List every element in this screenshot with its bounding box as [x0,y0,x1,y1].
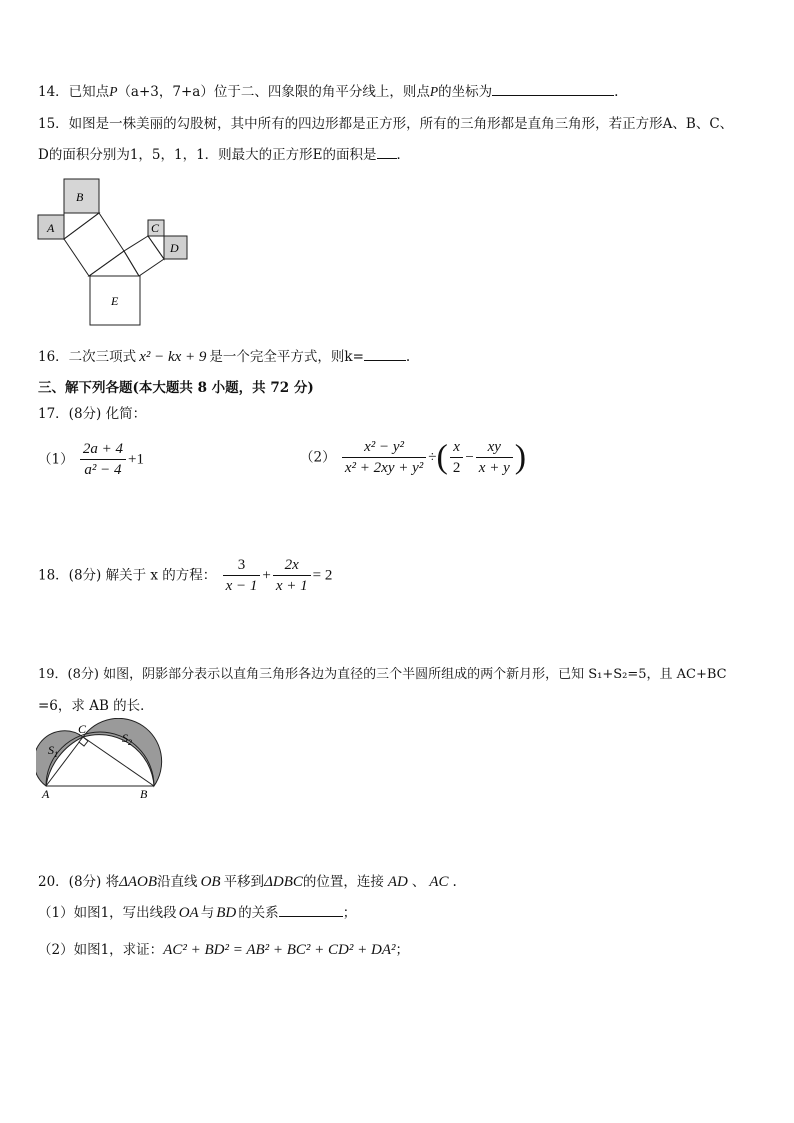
question-20-head: 20．(8分) 将ΔAOB沿直线 OB 平移到ΔDBC的位置，连接 AD 、 AC . [38,874,457,890]
lune-s2 [83,718,162,786]
question-20-part-1: （1）如图1，写出线段 OA 与 BD 的关系 ； [38,905,357,921]
question-18: 18．(8分) 解关于 x 的方程： $\frac{3}{x - 1}$ + $\frac{2x}{x + 1}$ = 2 [38,557,333,594]
question-14: 14．已知点P（a+3，7+a）位于二、四象限的角平分线上，则点P的坐标为 . [38,84,619,100]
question-19-line-1: 19．(8分) 如图，阴影部分表示以直角三角形各边为直径的三个半圆所组成的两个新月形，已知 S₁+S₂=5，且 AC+BC [38,667,727,682]
label-b: B [76,190,84,204]
proof-equation: AC² + BD² = AB² + BC² + CD² + DA² [163,942,396,958]
label-e: E [111,294,119,308]
lune-s1 [36,731,83,786]
pythagorean-tree-figure [36,177,192,329]
right-paren: ) [514,438,527,476]
label-d: D [170,241,179,255]
label-a: A [47,221,55,235]
square-right-mid [124,236,164,276]
square-left-mid [64,213,124,276]
question-17-part-1: （1） $\frac{2a + 4}{\text{a² − 4}}$ +1 [38,441,144,478]
answer-blank-16[interactable] [364,348,406,361]
question-20-part-2: （2）如图1，求证：AC² + BD² = AB² + BC² + CD² + DA²； [38,942,409,958]
label-s1: $S_1$ [48,743,58,759]
question-16: 16．二次三项式 x² − kx + 9 是一个完全平方式，则k= . [38,349,411,365]
left-paren: ( [436,438,448,476]
question-15-line-2: D的面积分别为1，5，1，1．则最大的正方形E的面积是 ． [38,147,411,163]
answer-blank-20-1[interactable] [279,904,343,917]
quadratic-expression: x² − kx + 9 [139,349,207,365]
question-19-line-2: =6，求 AB 的长． [38,698,154,714]
label-s2: $S_2$ [122,731,132,747]
answer-blank-14[interactable] [492,83,614,96]
fraction-17-1: $\frac{2a + 4}{\text{a² − 4}}$ [80,440,126,479]
question-15-line-1: 15．如图是一株美丽的勾股树，其中所有的四边形都是正方形，所有的三角形都是直角三角形，若正方形A、B、C、 [38,116,734,132]
label-c: C [78,722,87,736]
fraction-18-a: $\frac{3}{x - 1}$ [223,556,261,595]
label-a: A [42,787,50,801]
fraction-18-b: $\frac{2x}{x + 1}$ [273,556,311,595]
fraction-17-2-main: $\frac{\text{x² − y²}}{\text{x² + 2xy + y²}}$ [342,438,426,477]
label-b: B [140,787,148,801]
question-17-head: 17．(8分) 化简： [38,406,147,422]
answer-blank-15[interactable] [377,146,397,159]
fraction-17-2-a: $\frac{x}{2}$ [450,438,464,477]
question-17-part-2: （2） $\frac{\text{x² − y²}}{\text{x² + 2xy + y²}}$ ÷( $\frac{x}{2}$ − $\frac{xy}{x + y}$ ) [300,438,527,476]
section-3-heading: 三、解下列各题(本大题共 8 小题，共 72 分) [38,380,314,396]
fraction-17-2-b: $\frac{xy}{x + y}$ [476,438,513,477]
label-c: C [151,221,160,235]
lune-figure [36,718,166,802]
